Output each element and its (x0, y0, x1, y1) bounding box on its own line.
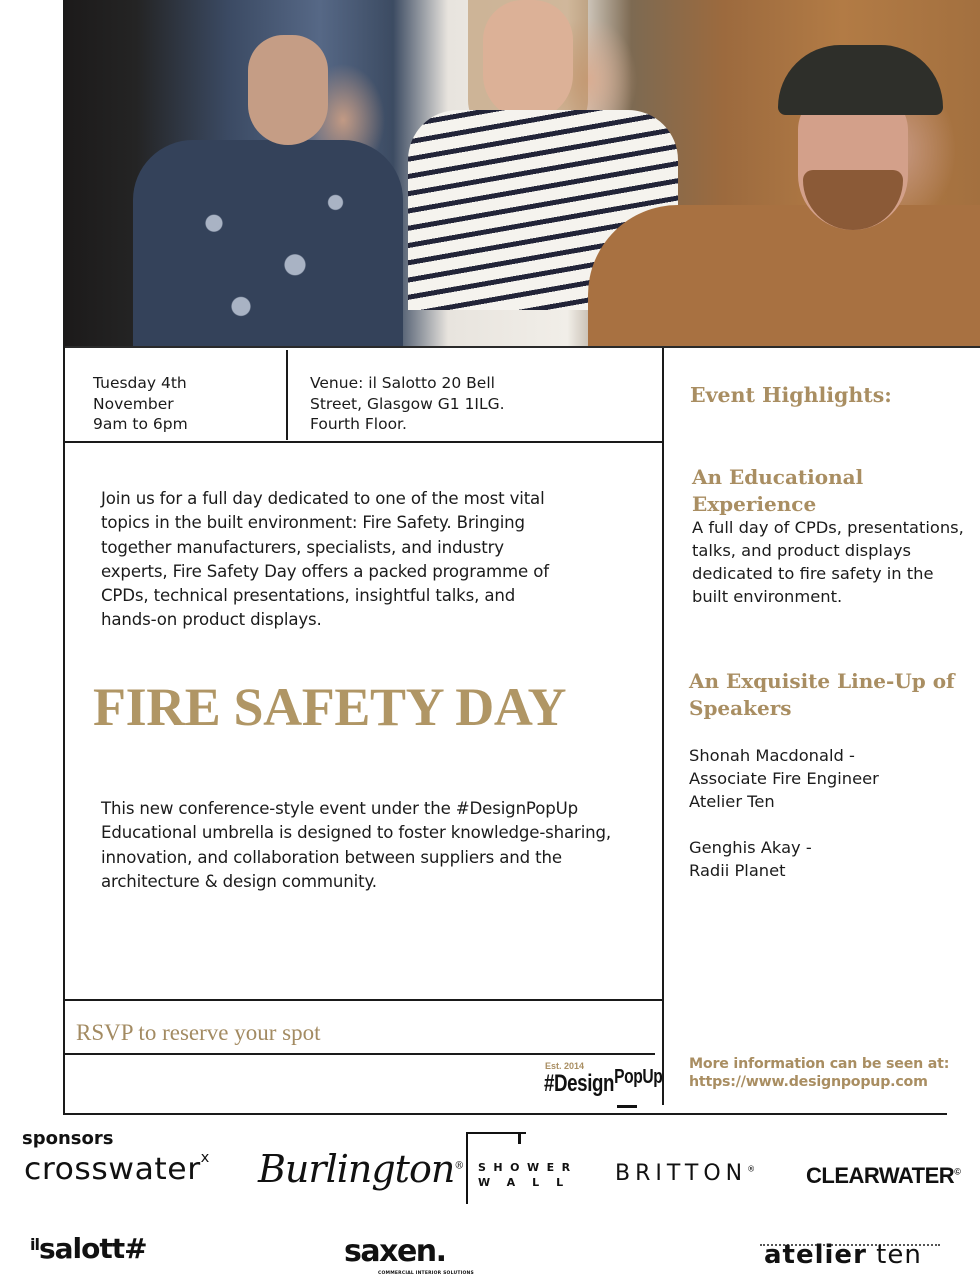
rsvp-bottom-rule (63, 1053, 655, 1055)
clearwater-logo (806, 1163, 960, 1189)
speaker-line: Genghis Akay - (689, 838, 812, 857)
event-title: FIRE SAFETY DAY (93, 677, 567, 737)
brand-name-main: #Design (544, 1070, 615, 1097)
speaker-line: Associate Fire Engineer (689, 769, 879, 788)
speaker-list (689, 744, 974, 905)
saxen-tagline: COMMERCIAL INTERIOR SOLUTIONS (378, 1271, 474, 1276)
saxen-logo: saxen. (344, 1234, 446, 1269)
info-row-bottom-rule (63, 441, 663, 443)
time-line: 9am to 6pm (93, 415, 188, 433)
date-line: November (93, 394, 174, 413)
speaker-line: Atelier Ten (689, 792, 775, 811)
salotto-prefix: il (30, 1235, 39, 1254)
footer-rule (63, 1113, 947, 1115)
event-venue (310, 373, 655, 435)
registered-mark-icon: ® (454, 1160, 464, 1172)
more-info-label: More information can be seen at: (689, 1056, 950, 1072)
rsvp-top-rule (63, 999, 663, 1001)
speaker-item (689, 836, 974, 882)
hero-figure-floral-shirt (133, 140, 403, 348)
crosswater-x-icon: x (200, 1150, 210, 1166)
showerwall-shower-icon (518, 1132, 521, 1144)
date-line: Tuesday 4th (93, 374, 187, 392)
frame-left-border (63, 0, 65, 1115)
intro-paragraph: Join us for a full day dedicated to one of the most vital topics in the built environment: Fire Safety. Bringing together manufacturers, specialists, and industry experts, Fire Safety Day offers a packed programme of CPDs, technical presentations, insightful talks, and hands-on product displays. (101, 489, 549, 630)
copyright-mark-icon: © (954, 1166, 961, 1177)
rsvp-link[interactable]: RSVP to reserve your spot (76, 1020, 321, 1045)
venue-line: Venue: il Salotto 20 Bell (310, 374, 495, 392)
highlights-heading: Event Highlights: (690, 383, 892, 407)
crosswater-wordmark: crosswater (24, 1152, 201, 1187)
more-info-url[interactable]: https://www.designpopup.com (689, 1074, 928, 1090)
il-salotto-logo (30, 1232, 147, 1265)
atelier-wordmark: atelier (764, 1240, 867, 1270)
clearwater-wordmark: CLEARWATER (806, 1163, 955, 1188)
hero-figure-cap (778, 45, 943, 115)
more-info (689, 1055, 979, 1091)
brand-underline (617, 1105, 637, 1108)
speaker-item (689, 744, 974, 813)
burlington-wordmark: Burlington (258, 1147, 455, 1191)
frame-column-divider (662, 348, 664, 1105)
burlington-logo (258, 1147, 463, 1191)
hero-figure-sweater (588, 205, 980, 348)
brand-name-sup: PopUp (614, 1066, 663, 1088)
highlight-body: A full day of CPDs, presentations, talks, and product displays dedicated to fire safety in the built environment. (692, 518, 964, 606)
salotto-wordmark: salott# (38, 1232, 147, 1265)
britton-logo (615, 1161, 755, 1186)
hero-figure-face (248, 35, 328, 145)
atelier-ten-logo (764, 1240, 922, 1270)
highlight-title: An Educational Experience (692, 465, 864, 516)
hero-photo (63, 0, 980, 348)
event-date (93, 373, 283, 435)
ten-wordmark: ten (866, 1240, 922, 1270)
registered-mark-icon: ® (747, 1164, 756, 1174)
showerwall-line: WALL (478, 1176, 581, 1189)
description-paragraph: This new conference-style event under the #DesignPopUp Educational umbrella is designed to foster knowledge-sharing, innovation, and collaboration between suppliers and the architecture & design community. (101, 799, 612, 891)
sponsors-label: sponsors (22, 1128, 114, 1149)
speaker-line: Shonah Macdonald - (689, 746, 855, 765)
venue-line: Fourth Floor. (310, 415, 407, 433)
britton-wordmark: BRITTON (615, 1161, 748, 1186)
speaker-line: Radii Planet (689, 861, 786, 880)
showerwall-logo (478, 1160, 580, 1190)
hero-figure-face (483, 0, 573, 120)
info-row-divider (286, 350, 288, 440)
venue-line: Street, Glasgow G1 1ILG. (310, 394, 505, 413)
highlight-title: An Exquisite Line-Up of Speakers (689, 669, 955, 720)
crosswater-logo (24, 1152, 210, 1187)
brand-established: Est. 2014 (545, 1061, 585, 1071)
showerwall-line: SHOWER (478, 1161, 578, 1174)
